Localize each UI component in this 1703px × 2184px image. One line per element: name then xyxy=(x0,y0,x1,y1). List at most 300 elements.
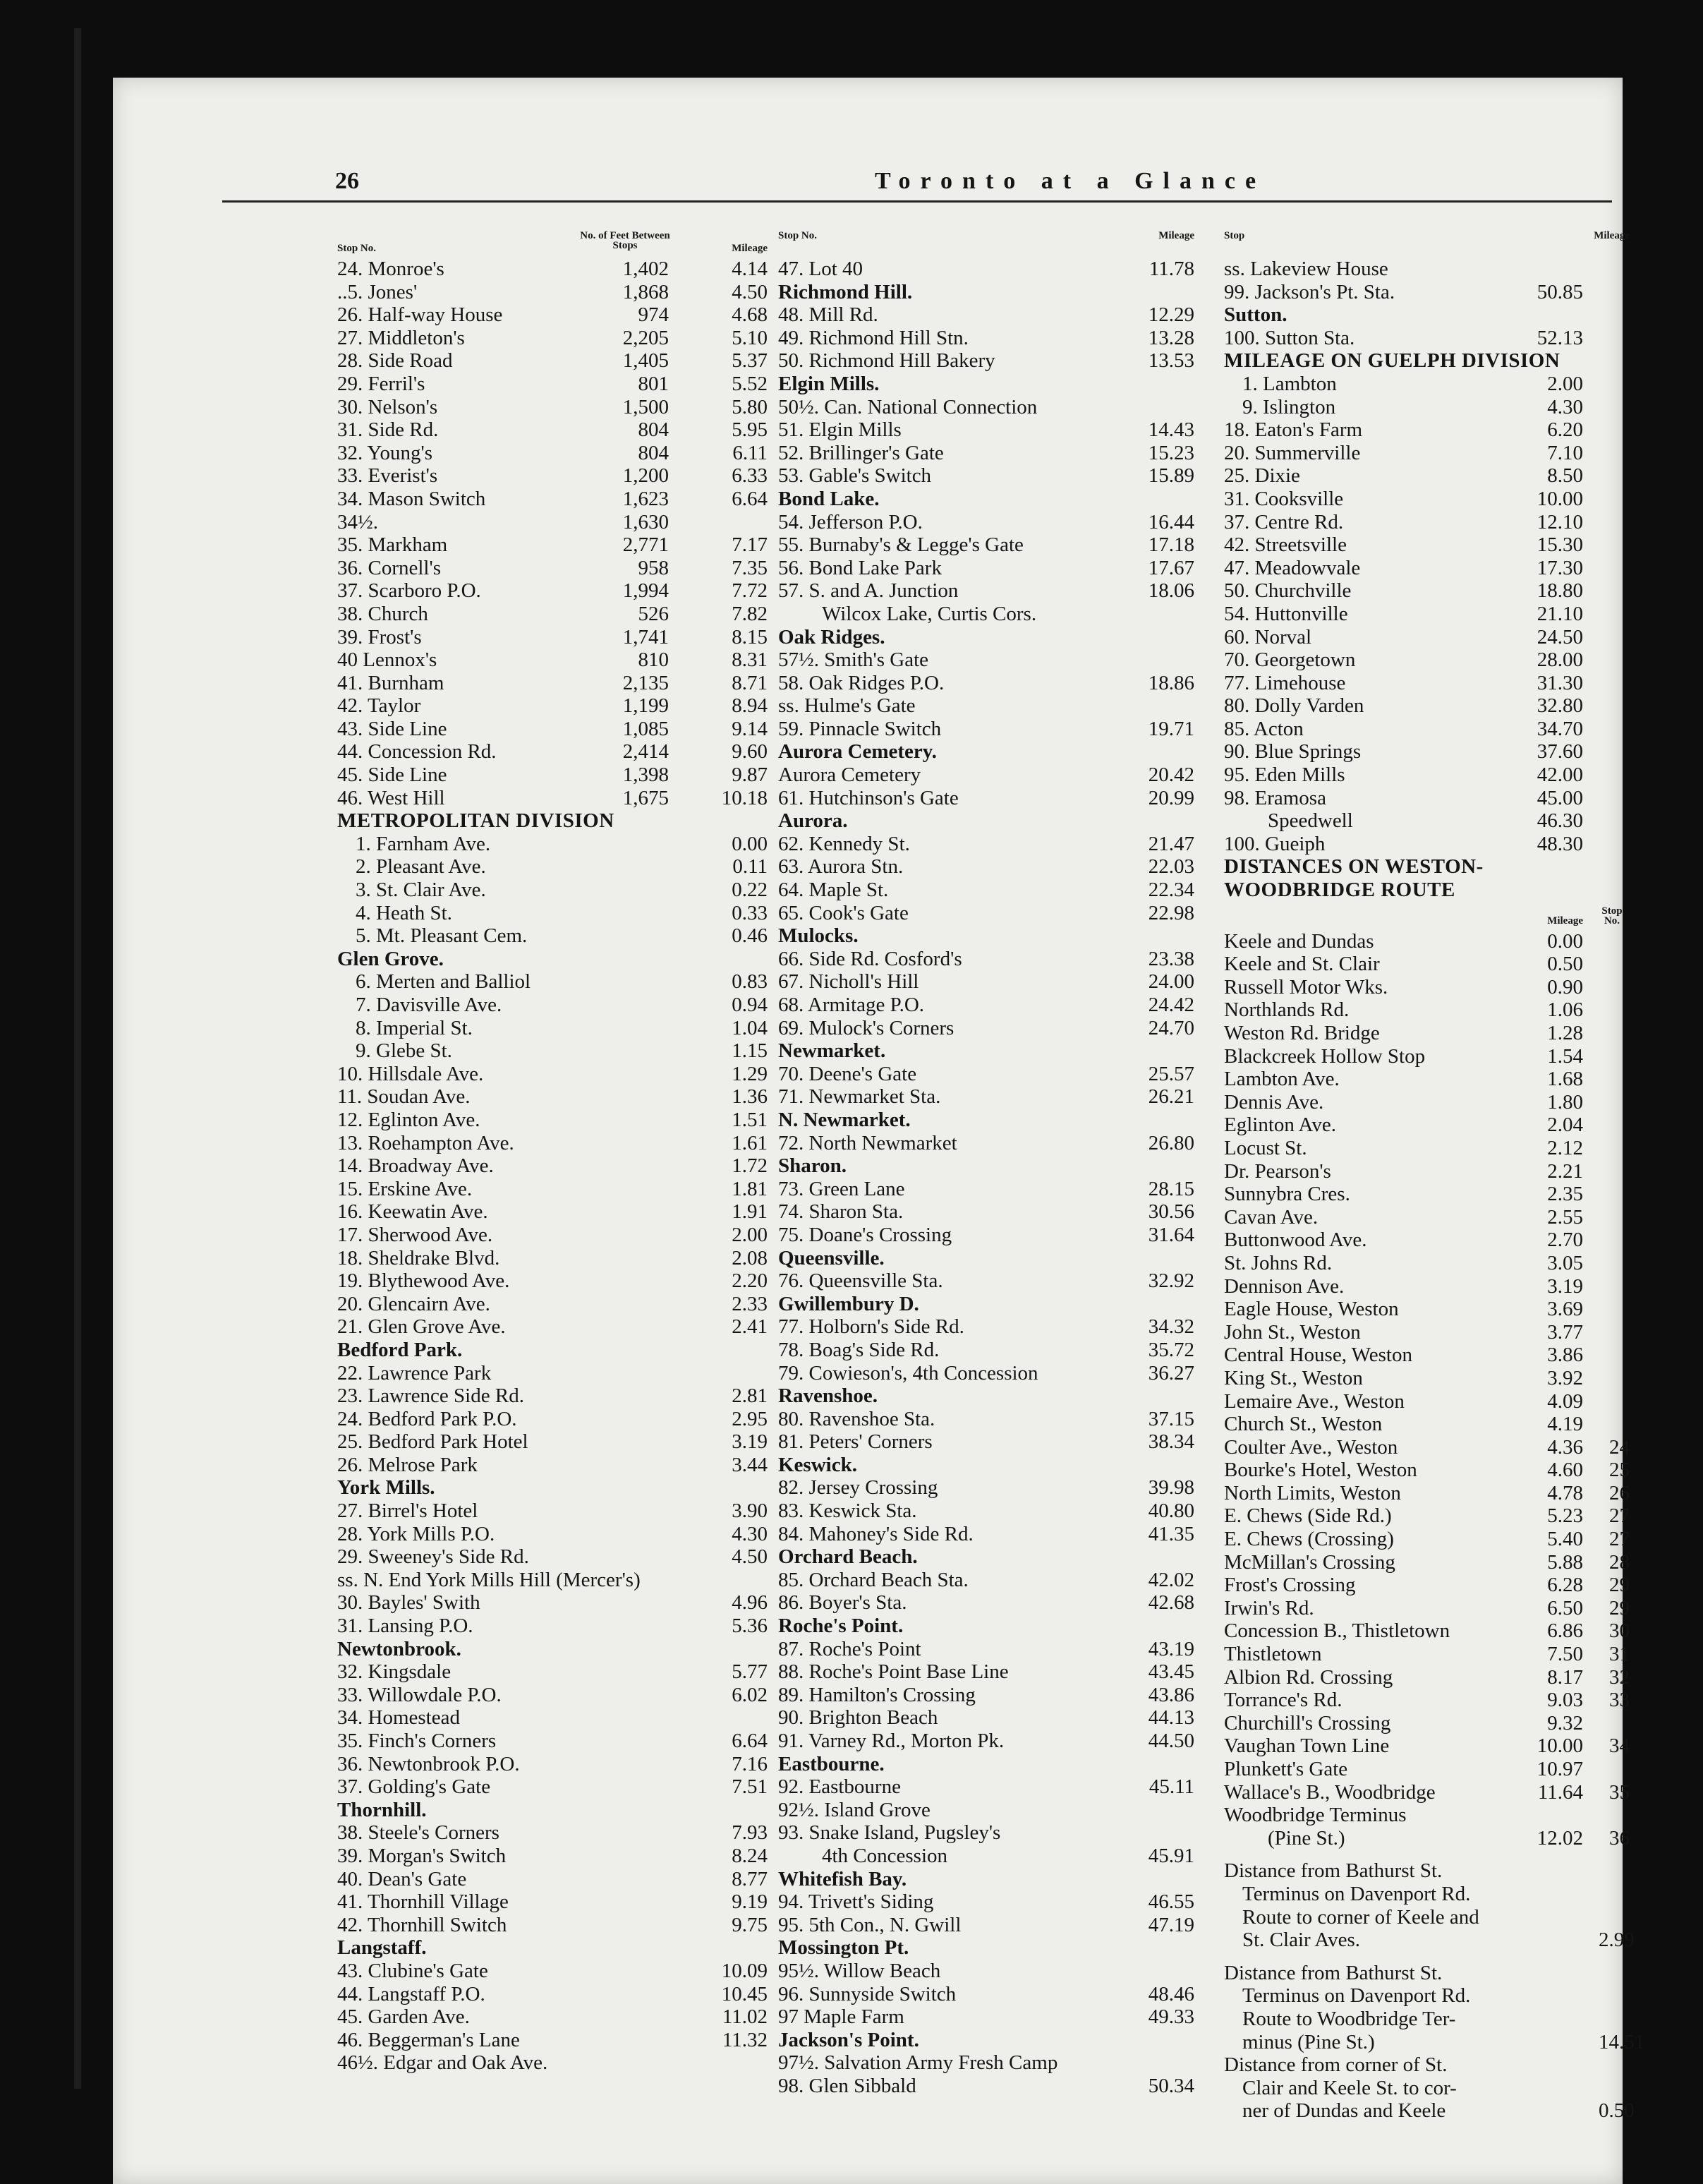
mileage: 30.56 xyxy=(1148,1200,1194,1224)
stop-row xyxy=(337,1362,768,1385)
stop-name: Thornhill. xyxy=(337,1798,427,1821)
stop-row xyxy=(337,1500,768,1523)
section-heading xyxy=(778,1936,1194,1960)
stop-name: 82. Jersey Crossing xyxy=(778,1476,938,1500)
stop-row xyxy=(337,1845,768,1868)
column-2-headers xyxy=(778,222,1194,258)
mileage: 24.00 xyxy=(1148,970,1194,994)
stop-row xyxy=(778,1224,1194,1247)
stop-row xyxy=(337,488,768,511)
stop-row xyxy=(1224,1962,1630,1985)
stop-name: Orchard Beach. xyxy=(778,1545,918,1569)
stop-row xyxy=(337,1821,768,1845)
stop-row xyxy=(1224,1504,1630,1528)
stop-name: WOODBRIDGE ROUTE xyxy=(1224,879,1455,902)
feet-between-stops: 974 xyxy=(638,303,669,327)
stop-row xyxy=(1224,787,1630,810)
stop-name: 33. Willowdale P.O. xyxy=(337,1683,502,1706)
stop-name: Weston Rd. Bridge xyxy=(1224,1022,1380,1044)
stop-row xyxy=(778,442,1194,465)
stop-name: 51. Elgin Mills xyxy=(778,418,902,442)
section-heading xyxy=(778,1615,1194,1638)
stop-row xyxy=(337,1315,768,1339)
stop-name: Bedford Park. xyxy=(337,1338,463,1361)
section-heading xyxy=(778,1039,1194,1063)
stop-name: 92½. Island Grove xyxy=(778,1798,931,1821)
stop-name: 29. Ferril's xyxy=(337,372,425,395)
stop-row xyxy=(1224,396,1630,419)
stop-row xyxy=(337,879,768,902)
stop-name: 34. Mason Switch xyxy=(337,487,486,510)
stop-name: Dennison Ave. xyxy=(1224,1274,1345,1298)
stop-row xyxy=(337,970,768,994)
stop-row xyxy=(1224,626,1630,649)
mileage: 11.78 xyxy=(1149,258,1194,280)
stop-name: Churchill's Crossing xyxy=(1224,1711,1391,1734)
section-heading xyxy=(778,626,1194,649)
mileage: 25.57 xyxy=(1148,1062,1194,1085)
mileage: 2.41 xyxy=(732,1315,768,1339)
stop-row xyxy=(337,1890,768,1914)
stop-name: 31. Side Rd. xyxy=(337,418,439,442)
mileage: 8.77 xyxy=(732,1867,768,1890)
stop-row xyxy=(778,1063,1194,1086)
stop-number: 26 xyxy=(1609,1481,1630,1504)
stop-no-header: Stop No. xyxy=(1601,905,1623,927)
stop-row xyxy=(1224,1666,1630,1689)
mileage: 1.15 xyxy=(732,1039,768,1063)
stop-row xyxy=(337,648,768,672)
stop-row xyxy=(337,2051,768,2075)
mileage: 8.50 xyxy=(1547,464,1583,488)
mileage: 43.86 xyxy=(1148,1683,1194,1706)
stop-name: 23. Lawrence Side Rd. xyxy=(337,1384,524,1408)
stop-name: 20. Summerville xyxy=(1224,441,1361,464)
stop-row xyxy=(1224,1390,1630,1413)
stop-row xyxy=(337,1983,768,2006)
stop-name: 26. Melrose Park xyxy=(337,1453,478,1476)
mileage: 40.80 xyxy=(1148,1500,1194,1523)
stop-name: 32. Young's xyxy=(337,441,432,464)
mileage: 37.15 xyxy=(1148,1407,1194,1430)
stop-name: Langstaff. xyxy=(337,1936,427,1960)
stop-row xyxy=(778,2005,1194,2029)
section-heading xyxy=(337,1339,768,1362)
mileage: 4.60 xyxy=(1547,1459,1583,1482)
stop-name: 56. Bond Lake Park xyxy=(778,556,942,579)
weston-route-headers xyxy=(1224,902,1630,930)
mileage: 14.43 xyxy=(1148,418,1194,442)
page-number: 26 xyxy=(335,168,359,194)
feet-between-stops: 526 xyxy=(638,602,669,625)
mileage: 6.20 xyxy=(1547,418,1583,442)
mileage: 46.55 xyxy=(1148,1890,1194,1914)
mileage: 7.35 xyxy=(732,556,768,579)
section-heading xyxy=(778,1454,1194,1477)
mileage: 49.33 xyxy=(1148,2005,1194,2029)
stop-name: 57. S. and A. Junction xyxy=(778,579,959,603)
mileage: 1.61 xyxy=(732,1131,768,1154)
mileage: 18.86 xyxy=(1148,671,1194,694)
mileage: 45.91 xyxy=(1148,1844,1194,1867)
stop-name: 77. Limehouse xyxy=(1224,671,1346,694)
stop-row xyxy=(778,787,1194,810)
mileage: 7.51 xyxy=(732,1775,768,1799)
stop-row xyxy=(337,1960,768,1983)
stop-name: 60. Norval xyxy=(1224,625,1312,648)
mileage: 39.98 xyxy=(1148,1476,1194,1500)
stop-row xyxy=(778,1983,1194,2006)
stop-name: 41. Thornhill Village xyxy=(337,1890,509,1914)
stop-row xyxy=(1224,1528,1630,1551)
stop-name: Sharon. xyxy=(778,1154,847,1178)
stop-name: 95. 5th Con., N. Gwill xyxy=(778,1913,962,1936)
mileage: 1.91 xyxy=(732,1200,768,1224)
stop-name: 42. Taylor xyxy=(337,694,421,718)
mileage: 35.72 xyxy=(1148,1338,1194,1361)
stop-row xyxy=(778,1821,1194,1845)
stop-name: 98. Glen Sibbald xyxy=(778,2074,916,2097)
mileage: 0.94 xyxy=(732,994,768,1016)
mileage: 1.28 xyxy=(1547,1022,1583,1044)
mileage: 2.21 xyxy=(1547,1159,1583,1183)
stop-row xyxy=(778,1730,1194,1753)
stop-name: McMillan's Crossing xyxy=(1224,1550,1395,1574)
section-heading xyxy=(1224,303,1630,327)
mileage: 5.88 xyxy=(1547,1550,1583,1574)
stop-name: York Mills. xyxy=(337,1476,435,1500)
stop-name: Northlands Rd. xyxy=(1224,999,1350,1022)
stop-name: Wilcox Lake, Curtis Cors. xyxy=(822,602,1037,625)
stop-row xyxy=(337,764,768,787)
stop-no-header: Stop No. xyxy=(337,243,377,254)
stop-name: 25. Bedford Park Hotel xyxy=(337,1430,528,1454)
stop-name: 80. Ravenshoe Sta. xyxy=(778,1407,935,1430)
stop-name: 21. Glen Grove Ave. xyxy=(337,1315,506,1339)
column-1-headers xyxy=(337,222,768,258)
stop-row xyxy=(337,1269,768,1293)
stop-row xyxy=(337,1454,768,1477)
stop-name: 18. Sheldrake Blvd. xyxy=(337,1246,500,1269)
mileage: 6.02 xyxy=(732,1683,768,1706)
section-heading xyxy=(778,281,1194,304)
stop-row xyxy=(1224,1137,1630,1160)
stop-name: 6. Merten and Balliol xyxy=(356,970,531,994)
stop-name: North Limits, Weston xyxy=(1224,1481,1401,1504)
stop-name: John St., Weston xyxy=(1224,1320,1361,1344)
stop-name: 41. Burnham xyxy=(337,671,444,694)
stop-row xyxy=(778,349,1194,373)
stop-name: 43. Clubine's Gate xyxy=(337,1959,488,1982)
mileage: 0.11 xyxy=(732,855,768,879)
stop-name: 12. Eglinton Ave. xyxy=(337,1108,480,1131)
mileage: 22.34 xyxy=(1148,879,1194,902)
stop-row xyxy=(778,948,1194,971)
mileage: 2.95 xyxy=(732,1407,768,1430)
stop-name: 54. Jefferson P.O. xyxy=(778,510,923,533)
stop-number: 25 xyxy=(1609,1459,1630,1482)
stop-name: 92. Eastbourne xyxy=(778,1775,901,1799)
stop-name: 28. Side Road xyxy=(337,349,453,373)
stop-row xyxy=(778,1315,1194,1339)
stop-name: 10. Hillsdale Ave. xyxy=(337,1062,484,1085)
stop-row xyxy=(337,2005,768,2029)
stop-row xyxy=(1224,2030,1645,2054)
stop-name: Aurora. xyxy=(778,809,848,833)
stop-number: 14.51 xyxy=(1599,2030,1645,2053)
mileage: 8.15 xyxy=(732,625,768,648)
stop-name: Roche's Point. xyxy=(778,1615,904,1638)
stop-row xyxy=(778,464,1194,488)
mileage: 4.19 xyxy=(1547,1413,1583,1436)
section-heading xyxy=(778,809,1194,833)
stop-row xyxy=(778,1706,1194,1730)
stop-name: ss. Lakeview House xyxy=(1224,258,1388,280)
stop-row xyxy=(1224,1160,1630,1183)
stop-number: 0.50 xyxy=(1599,2099,1635,2123)
stop-name: 19. Blythewood Ave. xyxy=(337,1269,510,1293)
mileage-header: Mileage xyxy=(1594,230,1630,241)
stop-name: 88. Roche's Point Base Line xyxy=(778,1660,1009,1684)
mileage: 2.55 xyxy=(1547,1205,1583,1229)
mileage: 7.72 xyxy=(732,579,768,603)
stop-row xyxy=(778,672,1194,695)
stop-row xyxy=(337,1109,768,1132)
mileage: 11.02 xyxy=(722,2005,768,2029)
stop-row xyxy=(337,1063,768,1086)
stop-name: 13. Roehampton Ave. xyxy=(337,1131,514,1154)
page-binding-edge xyxy=(74,28,81,2089)
stop-name: 24. Monroe's xyxy=(337,258,444,280)
stop-row xyxy=(778,855,1194,879)
stop-number: 33 xyxy=(1609,1689,1630,1712)
mileage: 6.86 xyxy=(1547,1619,1583,1643)
section-heading xyxy=(778,1109,1194,1132)
stop-name: 86. Boyer's Sta. xyxy=(778,1591,907,1615)
stop-row xyxy=(1224,373,1630,396)
stop-name: 37. Centre Rd. xyxy=(1224,510,1344,533)
mileage: 10.18 xyxy=(721,786,768,809)
stop-row xyxy=(1224,1413,1630,1436)
stop-name: 79. Cowieson's, 4th Concession xyxy=(778,1361,1038,1384)
feet-between-stops: 810 xyxy=(638,648,669,672)
mileage: 17.18 xyxy=(1148,533,1194,557)
mileage: 12.10 xyxy=(1537,510,1583,533)
mileage: 13.28 xyxy=(1148,326,1194,349)
mileage: 3.05 xyxy=(1547,1251,1583,1274)
stop-name: Distance from Bathurst St. xyxy=(1224,1859,1443,1883)
mileage: 4.50 xyxy=(732,1545,768,1569)
feet-between-stops: 1,623 xyxy=(622,487,669,510)
mileage: 20.99 xyxy=(1148,786,1194,809)
stop-name: Mossington Pt. xyxy=(778,1936,909,1960)
stop-name: 74. Sharon Sta. xyxy=(778,1200,904,1224)
stop-row xyxy=(1224,464,1630,488)
stop-row xyxy=(337,1591,768,1615)
column-2 xyxy=(778,222,1194,2098)
stop-row xyxy=(1224,1045,1630,1068)
stop-name: 55. Burnaby's & Legge's Gate xyxy=(778,533,1024,557)
mileage: 42.68 xyxy=(1148,1591,1194,1615)
stop-row xyxy=(337,1868,768,1891)
feet-between-stops: 1,402 xyxy=(622,258,669,280)
mileage: 3.19 xyxy=(1547,1274,1583,1298)
stop-number: 35 xyxy=(1609,1780,1630,1804)
mileage: 2.81 xyxy=(732,1384,768,1408)
mileage: 48.30 xyxy=(1537,832,1583,855)
stop-row xyxy=(337,1753,768,1776)
stop-row xyxy=(1224,1734,1630,1758)
stop-name: 34½. xyxy=(337,510,378,533)
stop-name: DISTANCES ON WESTON- xyxy=(1224,855,1484,879)
stop-row xyxy=(778,1269,1194,1293)
stop-row xyxy=(337,1660,768,1684)
feet-between-stops: 1,630 xyxy=(622,510,669,533)
stop-row xyxy=(337,694,768,718)
stop-name: 3. St. Clair Ave. xyxy=(356,879,486,902)
stop-name: 52. Brillinger's Gate xyxy=(778,441,944,464)
mileage: 2.08 xyxy=(732,1246,768,1269)
stop-name: 11. Soudan Ave. xyxy=(337,1085,471,1109)
feet-between-stops: 804 xyxy=(638,418,669,442)
mileage: 9.19 xyxy=(732,1890,768,1914)
stop-row xyxy=(1224,1344,1630,1367)
stop-row xyxy=(1224,2008,1630,2031)
stop-name: 98. Eramosa xyxy=(1224,786,1326,809)
stop-number: 27 xyxy=(1609,1528,1630,1551)
column-3-top-list xyxy=(1224,258,1630,902)
stop-row xyxy=(778,327,1194,350)
mileage: 9.14 xyxy=(732,717,768,740)
stop-row xyxy=(337,1615,768,1638)
stop-row xyxy=(778,1845,1194,1868)
division-heading xyxy=(337,809,768,833)
mileage: 6.50 xyxy=(1547,1596,1583,1619)
mileage: 0.00 xyxy=(732,832,768,855)
mileage: 45.11 xyxy=(1149,1775,1194,1799)
mileage: 3.86 xyxy=(1547,1344,1583,1367)
stop-row xyxy=(778,970,1194,994)
stop-row xyxy=(778,303,1194,327)
mileage: 32.80 xyxy=(1537,694,1583,718)
stop-number: 32 xyxy=(1609,1665,1630,1689)
stop-name: 48. Mill Rd. xyxy=(778,303,878,327)
stop-name: 35. Finch's Corners xyxy=(337,1730,497,1752)
stop-row xyxy=(337,855,768,879)
stop-name: 31. Lansing P.O. xyxy=(337,1615,473,1638)
stop-name: Glen Grove. xyxy=(337,947,444,970)
stop-row xyxy=(1224,557,1630,580)
stop-name: 76. Queensville Sta. xyxy=(778,1269,943,1293)
stop-name: 33. Everist's xyxy=(337,464,438,488)
mileage: 7.50 xyxy=(1547,1643,1583,1666)
mileage: 7.10 xyxy=(1547,441,1583,464)
stop-row xyxy=(1224,1091,1630,1114)
stop-row xyxy=(1224,930,1630,953)
mileage-header: Mileage xyxy=(1158,230,1194,241)
stop-name: 14. Broadway Ave. xyxy=(337,1154,494,1178)
stop-row xyxy=(337,740,768,764)
stop-name: 47. Lot 40 xyxy=(778,258,863,280)
stop-name: Richmond Hill. xyxy=(778,280,913,303)
stop-row xyxy=(337,603,768,626)
mileage: 2.20 xyxy=(732,1269,768,1293)
stop-row xyxy=(1224,579,1630,603)
column-2-list xyxy=(778,258,1194,2098)
mileage: 34.32 xyxy=(1148,1315,1194,1339)
stop-name: 9. Islington xyxy=(1242,395,1336,418)
stop-name: Sunnybra Cres. xyxy=(1224,1183,1350,1206)
feet-between-stops: 2,771 xyxy=(622,533,669,557)
section-heading xyxy=(778,1384,1194,1408)
column-3 xyxy=(1224,222,1645,2123)
mileage: 9.60 xyxy=(732,740,768,764)
stop-name: Keele and Dundas xyxy=(1224,929,1374,953)
stop-name: 25. Dixie xyxy=(1224,464,1300,488)
stop-row xyxy=(778,879,1194,902)
mileage: 4.09 xyxy=(1547,1389,1583,1413)
mileage: 50.34 xyxy=(1148,2074,1194,2097)
stop-name: Frost's Crossing xyxy=(1224,1574,1356,1597)
stop-name: Distance from Bathurst St. xyxy=(1224,1961,1443,1984)
stop-row xyxy=(337,1684,768,1707)
stop-row xyxy=(1224,1883,1630,1906)
stop-name: METROPOLITAN DIVISION xyxy=(337,809,614,833)
stop-row xyxy=(337,1523,768,1546)
mileage: 2.00 xyxy=(732,1223,768,1246)
stop-row xyxy=(1224,2077,1630,2100)
stop-name: 46. Beggerman's Lane xyxy=(337,2028,520,2051)
stop-name: 1. Lambton xyxy=(1242,372,1337,395)
mileage: 4.50 xyxy=(732,280,768,303)
mileage-header: Mileage xyxy=(1547,915,1583,927)
stop-name: Newmarket. xyxy=(778,1039,886,1063)
stop-name: 100. Sutton Sta. xyxy=(1224,326,1355,349)
feet-between-stops: 1,405 xyxy=(622,349,669,373)
stop-row xyxy=(778,258,1194,281)
mileage: 8.31 xyxy=(732,648,768,672)
mileage: 1.51 xyxy=(732,1108,768,1131)
stop-row xyxy=(778,1660,1194,1684)
column-1 xyxy=(337,222,768,2075)
mileage: 50.85 xyxy=(1537,280,1583,303)
stop-row xyxy=(337,1430,768,1454)
stop-name: MILEAGE ON GUELPH DIVISION xyxy=(1224,349,1560,373)
stop-name: 30. Nelson's xyxy=(337,395,438,418)
stop-name: 64. Maple St. xyxy=(778,879,889,902)
stop-row xyxy=(1224,1984,1630,2008)
stop-number: 29 xyxy=(1609,1574,1630,1597)
stop-row xyxy=(337,672,768,695)
section-heading xyxy=(337,1936,768,1960)
mileage: 3.44 xyxy=(732,1453,768,1476)
stop-name: 29. Sweeney's Side Rd. xyxy=(337,1545,529,1569)
stop-row xyxy=(337,464,768,488)
stop-name: 39. Frost's xyxy=(337,625,422,648)
stop-row xyxy=(337,718,768,741)
stop-row xyxy=(337,373,768,396)
mileage: 43.19 xyxy=(1148,1637,1194,1660)
stop-name: ss. Hulme's Gate xyxy=(778,694,916,718)
stop-row xyxy=(778,418,1194,442)
stop-name: 37. Golding's Gate xyxy=(337,1775,491,1799)
stop-name: 22. Lawrence Park xyxy=(337,1361,492,1384)
mileage: 7.17 xyxy=(732,533,768,557)
stop-row xyxy=(1224,1022,1630,1045)
mileage: 2.33 xyxy=(732,1292,768,1315)
stop-name: E. Chews (Side Rd.) xyxy=(1224,1504,1392,1528)
stop-row xyxy=(1224,999,1630,1022)
